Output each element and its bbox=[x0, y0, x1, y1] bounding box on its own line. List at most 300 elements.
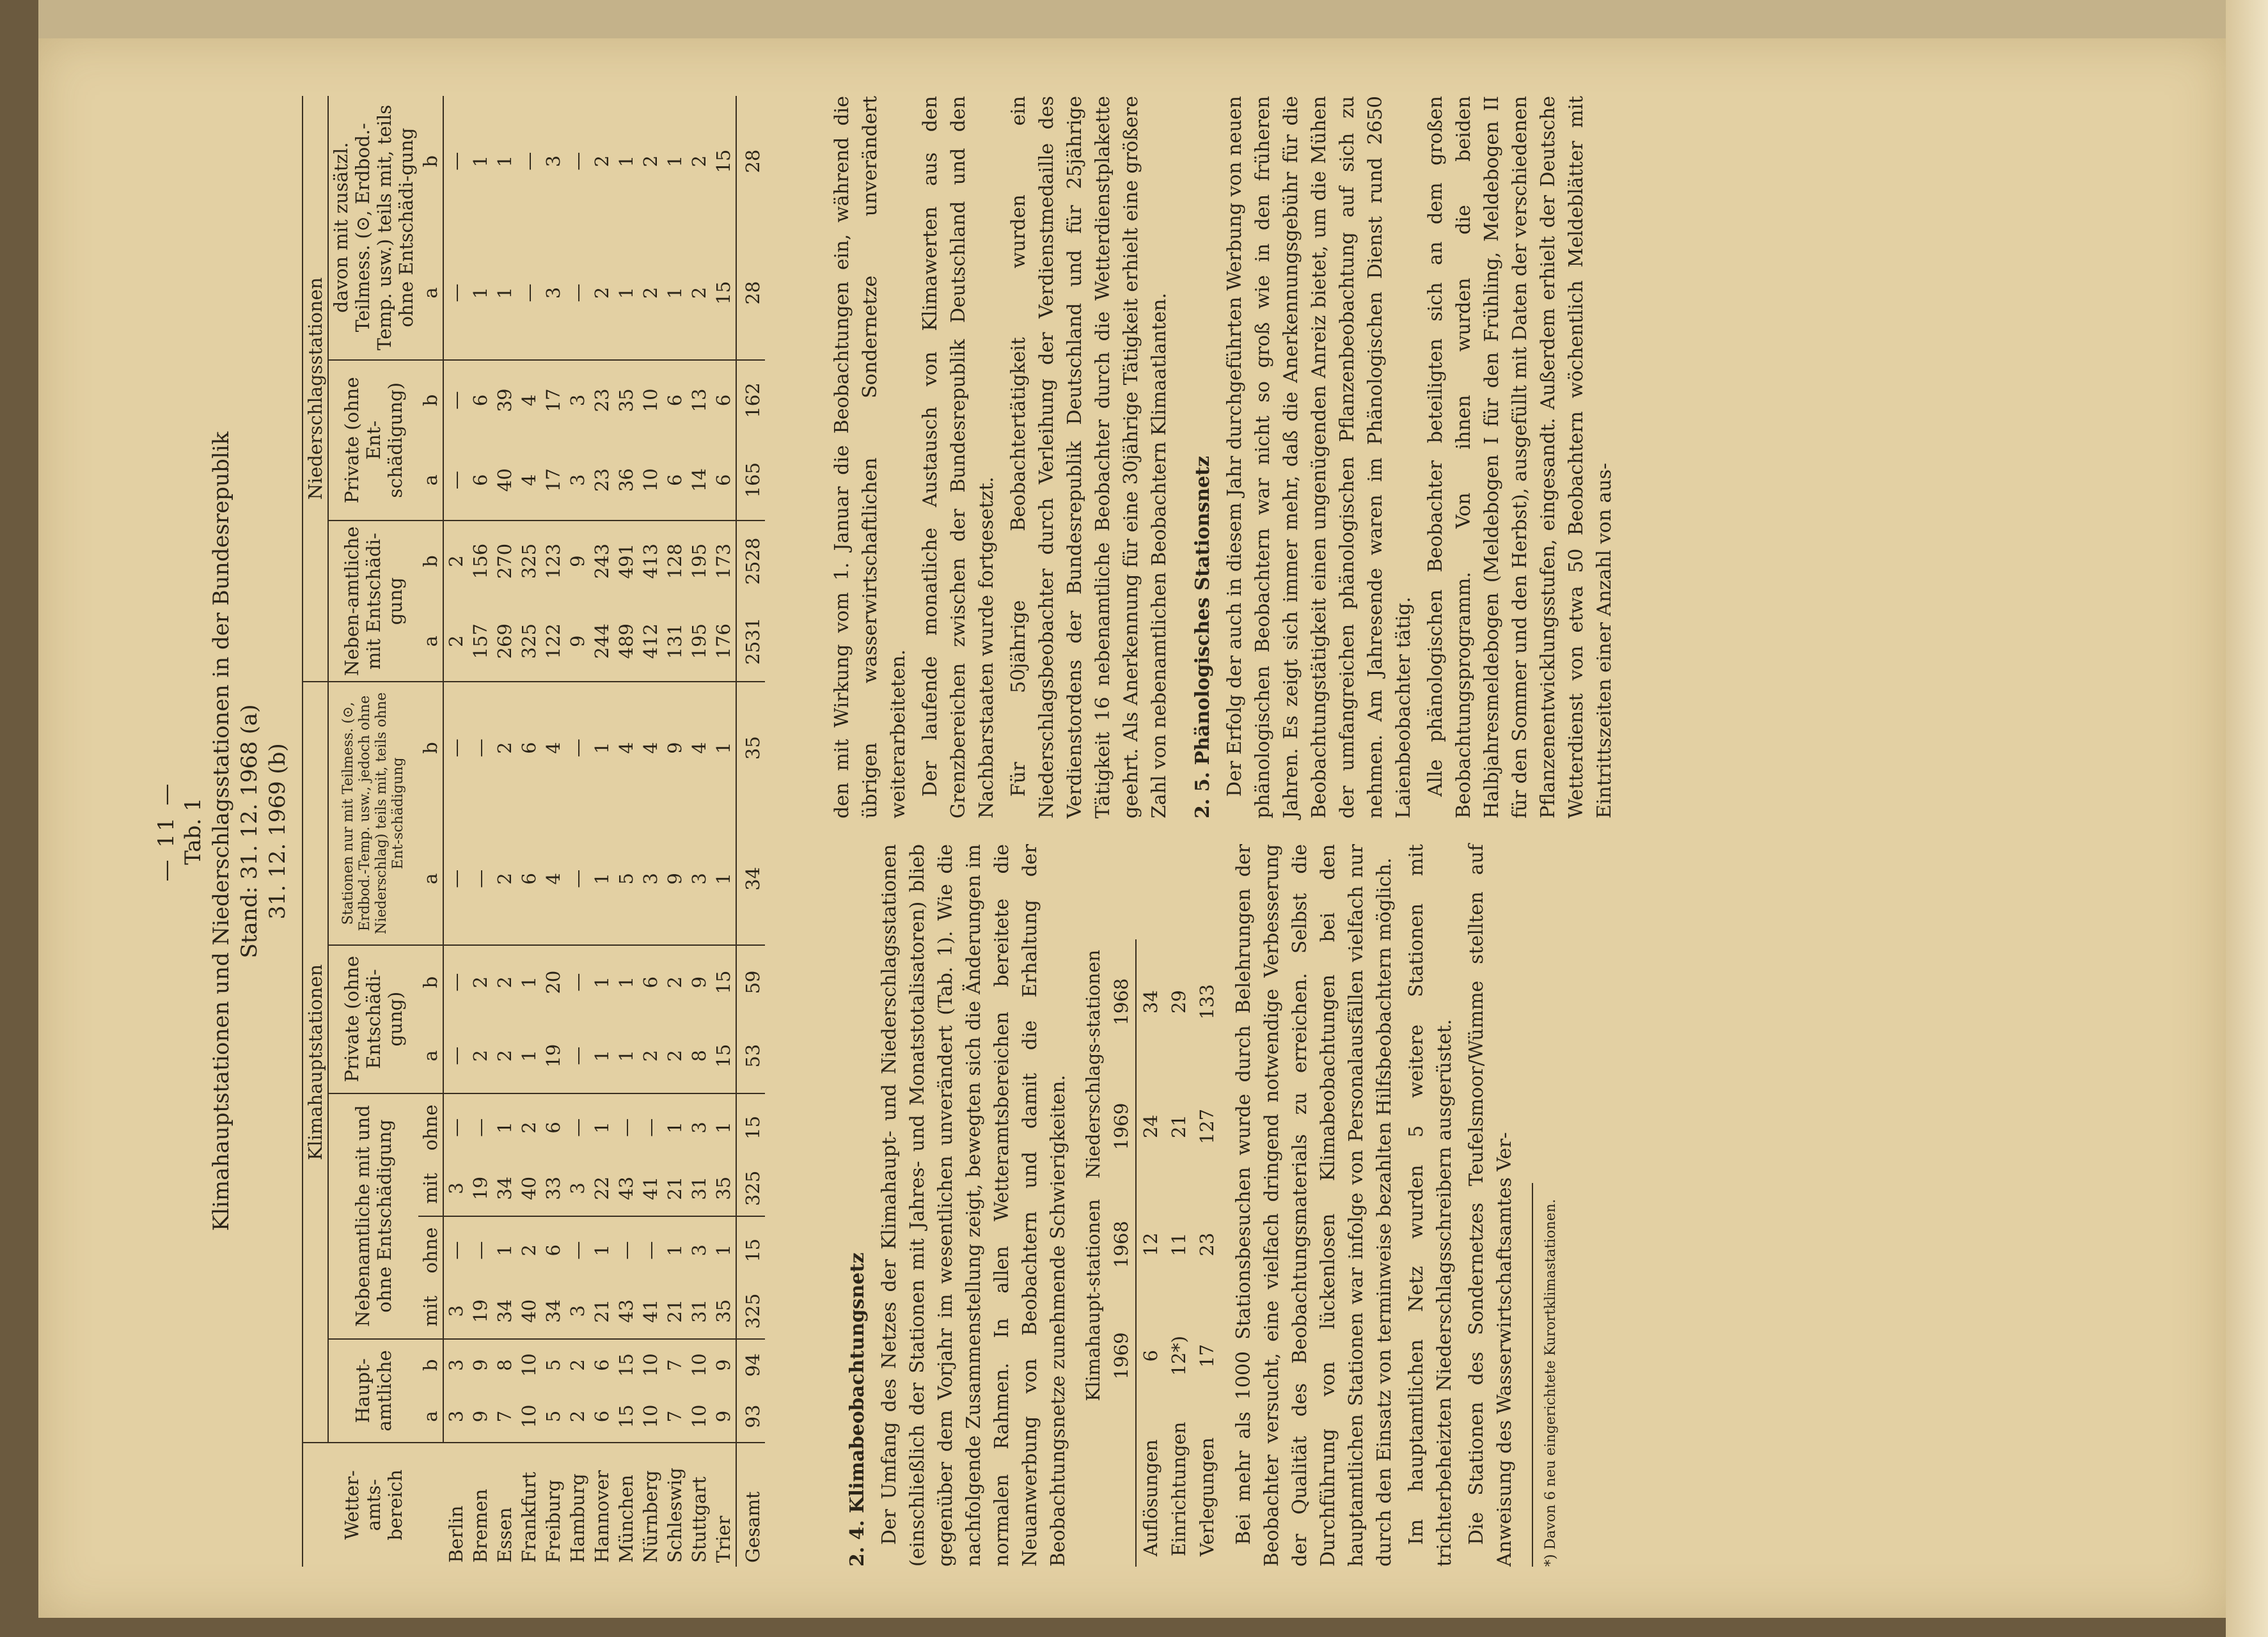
table-cell: 1 bbox=[518, 976, 540, 989]
table-cell: 3 bbox=[638, 813, 663, 945]
table-cell: 19 bbox=[468, 1161, 492, 1216]
sub-b: b bbox=[418, 521, 443, 601]
header-nprivate: Private (ohne Ent-schädigung) bbox=[328, 360, 418, 521]
table-cell: — bbox=[443, 813, 468, 945]
sub-b-mit: mit bbox=[418, 1161, 443, 1216]
table-cell: 1 bbox=[492, 226, 517, 359]
table-cell: 156 bbox=[469, 543, 491, 579]
table-cell: 6 bbox=[713, 394, 734, 407]
changes-cell: 11 bbox=[1168, 1232, 1190, 1257]
table-cell: 4 bbox=[640, 742, 661, 754]
row-label: Frankfurt bbox=[518, 1471, 540, 1563]
table-cell: 1 bbox=[494, 155, 516, 168]
table-cell: 1 bbox=[591, 742, 613, 754]
table-cell: 131 bbox=[663, 601, 687, 682]
table-cell: 195 bbox=[687, 601, 711, 682]
table-cell: 1 bbox=[590, 813, 614, 945]
paragraph: Alle phänologischen Beobachter beteiligten sich an dem großen Beobachtungsprogramm. Von ihnen wurden die beiden Halbjahresmeldebogen (Meldebogen I für den Frühling, Meldebogen II für den Sommer und den Herbst), ausgefüllt mit Daten der verschiedenen Pflanzenentwicklungsstufen, eingesandt. Außerdem erhielt der Deutsche Wetterdienst von etwa 50 Beobachtern wöchentlich Meldeblätter mit Eintrittszeiten einer Anzahl von aus- bbox=[1424, 96, 1616, 818]
table-cell: 9 bbox=[711, 1391, 736, 1443]
table-cell: 1 bbox=[664, 155, 686, 168]
table-cell: 1 bbox=[713, 742, 734, 754]
table-cell: 43 bbox=[614, 1284, 638, 1339]
table-caption: Tab. 1 bbox=[180, 797, 206, 865]
table-cell: 9 bbox=[468, 1391, 492, 1443]
year: 1968 bbox=[1110, 978, 1132, 1026]
table-cell: 28 bbox=[736, 226, 765, 359]
table-row bbox=[565, 96, 590, 1567]
table-cell: — bbox=[443, 440, 468, 521]
table-cell: 10 bbox=[518, 1353, 540, 1377]
paragraph: Die Stationen des Sondernetzes Teufelsmoor/Wümme stellten auf Anweisung des Wasserwirtschaftsamtes Ver- bbox=[1465, 844, 1516, 1567]
sub-a: a bbox=[418, 1019, 443, 1093]
table-cell: 128 bbox=[664, 543, 686, 579]
table-cell: 6 bbox=[590, 1391, 614, 1443]
row-label: Schleswig bbox=[664, 1468, 686, 1563]
table-cell: 5 bbox=[542, 1359, 564, 1371]
changes-cell: 29 bbox=[1168, 990, 1190, 1014]
table-cell: 14 bbox=[687, 440, 711, 521]
table-cell: 2 bbox=[687, 226, 711, 359]
table-cell: — bbox=[443, 1019, 468, 1093]
table-cell: — bbox=[567, 1118, 588, 1137]
table-cell: 3 bbox=[443, 1391, 468, 1443]
table-cell: 244 bbox=[590, 601, 614, 682]
sub-a-mit: mit bbox=[418, 1284, 443, 1339]
table-cell: 40 bbox=[492, 440, 517, 521]
table-cell: 2 bbox=[518, 1122, 540, 1134]
table-cell: 6 bbox=[591, 1359, 613, 1371]
year: 1968 bbox=[1110, 1221, 1132, 1269]
table-cell: 40 bbox=[517, 1161, 541, 1216]
table-cell: 9 bbox=[664, 742, 686, 754]
table-cell: 1 bbox=[614, 226, 638, 359]
table-cell: 59 bbox=[736, 945, 765, 1019]
table-cell: 13 bbox=[688, 388, 710, 412]
table-cell: 36 bbox=[614, 440, 638, 521]
table-cell: 3 bbox=[445, 1359, 467, 1371]
paragraph: Der Erfolg der auch in diesem Jahr durchgeführten Werbung von neuen phänologischen Beobachtern war nicht so groß wie in den früheren Jahren. Es zeigt sich immer mehr, daß die Anerkennungsgebühr für die Beobachtungstätigkeit einen ungenügenden Anreiz bietet, um die Mühen der umfangreichen phänologischen Pflanzenbeobachtung auf sich zu nehmen. Am Jahresende waren im Phänologischen Dienst rund 2650 Laienbeobachter tätig. bbox=[1224, 96, 1415, 818]
table-cell: — bbox=[445, 391, 467, 410]
table-row bbox=[492, 96, 517, 1567]
table-cell: 10 bbox=[638, 1391, 663, 1443]
table-cell: 1 bbox=[517, 1019, 541, 1093]
table-cell: 17 bbox=[541, 440, 565, 521]
table-cell: 4 bbox=[615, 742, 637, 754]
table-cell: — bbox=[517, 226, 541, 359]
table-cell: 3 bbox=[567, 394, 588, 407]
table-cell: 6 bbox=[542, 1244, 564, 1257]
table-cell: 1 bbox=[711, 813, 736, 945]
row-label: Stuttgart bbox=[688, 1476, 710, 1563]
page-number: — 11 — bbox=[154, 781, 179, 882]
row-label: Essen bbox=[494, 1507, 516, 1563]
table-cell: — bbox=[445, 1241, 467, 1260]
table-cell: 43 bbox=[614, 1161, 638, 1216]
table-cell: 7 bbox=[492, 1391, 517, 1443]
paragraph: Für 50jährige Beobachtertätigkeit wurden ein Niederschlagsbeobachter durch Verleihung der Verdienstmedaille des Verdienstordens der Bundesrepublik Deutschland und für 25jährige Tätigkeit 16 nebenamtliche Beobachter durch die Wetterdienstplakette geehrt. Als Anerkennung für eine 30jährige Tätigkeit erhielt eine größere Zahl von nebenamtlichen Beobachtern Klimaatlanten. bbox=[1007, 96, 1170, 818]
table-cell: 94 bbox=[736, 1339, 765, 1391]
table-cell: 3 bbox=[542, 155, 564, 168]
table-cell: — bbox=[445, 152, 467, 171]
sub-a: a bbox=[418, 813, 443, 945]
sub-b: b bbox=[418, 1339, 443, 1391]
table-cell: 2 bbox=[688, 155, 710, 168]
table-cell: — bbox=[567, 152, 588, 171]
table-cell: 325 bbox=[517, 601, 541, 682]
table-cell: 7 bbox=[663, 1391, 687, 1443]
table-cell: 4 bbox=[517, 440, 541, 521]
sub-a: a bbox=[418, 601, 443, 682]
table-cell: 1 bbox=[664, 1122, 686, 1134]
table-cell: 2 bbox=[468, 1019, 492, 1093]
table-cell: — bbox=[565, 226, 590, 359]
table-row bbox=[638, 96, 663, 1567]
table-cell: 8 bbox=[687, 1019, 711, 1093]
table-cell: 15 bbox=[736, 1216, 765, 1284]
table-cell: 15 bbox=[713, 970, 734, 994]
table-cell: 1 bbox=[469, 155, 491, 168]
table-cell: 2 bbox=[640, 155, 661, 168]
table-cell: — bbox=[615, 1241, 637, 1260]
table-cell: 15 bbox=[711, 1019, 736, 1093]
table-cell: 270 bbox=[494, 543, 516, 579]
table-body bbox=[443, 96, 765, 1567]
table-cell: 3 bbox=[443, 1284, 468, 1339]
table-cell: 1 bbox=[590, 1019, 614, 1093]
table-cell: 2 bbox=[492, 1019, 517, 1093]
table-cell: 23 bbox=[591, 388, 613, 412]
table-cell: 6 bbox=[542, 1122, 564, 1134]
table-cell: 10 bbox=[638, 440, 663, 521]
year: 1969 bbox=[1110, 1102, 1132, 1150]
table-cell: 3 bbox=[687, 813, 711, 945]
table-cell: 1 bbox=[664, 1244, 686, 1257]
text-columns bbox=[828, 96, 1623, 1567]
changes-row bbox=[1165, 939, 1193, 1567]
table-cell: 9 bbox=[469, 1359, 491, 1371]
row-label: Bremen bbox=[469, 1489, 491, 1563]
table-cell: 4 bbox=[541, 813, 565, 945]
table-cell: 6 bbox=[517, 813, 541, 945]
table-cell: 412 bbox=[638, 601, 663, 682]
table-cell: 9 bbox=[567, 555, 588, 567]
table-cell: 2 bbox=[443, 601, 468, 682]
sub-a: a bbox=[418, 226, 443, 359]
table-cell: 6 bbox=[663, 440, 687, 521]
table-cell: 2 bbox=[565, 1391, 590, 1443]
table-cell: 15 bbox=[736, 1093, 765, 1161]
table-cell: 19 bbox=[468, 1284, 492, 1339]
table-cell: 33 bbox=[541, 1161, 565, 1216]
paragraph: Im hauptamtlichen Netz wurden 5 weitere Stationen mit trichterbeheizten Niederschlagsschreibern ausgerüstet. bbox=[1405, 844, 1456, 1567]
paragraph: den mit Wirkung vom 1. Januar die Beobachtungen ein, während die übrigen wasserwirtschaftlichen Sondernetze unverändert weiterarbeiteten. bbox=[831, 96, 910, 818]
heading-phaeno: 2. 5. Phänologisches Stationsnetz bbox=[1192, 455, 1214, 818]
table-cell: 15 bbox=[614, 1391, 638, 1443]
table-cell: 1 bbox=[615, 976, 637, 989]
table-cell: 21 bbox=[590, 1284, 614, 1339]
table-cell: 93 bbox=[736, 1391, 765, 1443]
table-cell: 35 bbox=[736, 682, 765, 813]
sub-a-ohne: ohne bbox=[418, 1216, 443, 1284]
changes-cell: 17 bbox=[1196, 1343, 1218, 1368]
table-cell: 21 bbox=[663, 1161, 687, 1216]
table-cell: 325 bbox=[736, 1161, 765, 1216]
table-cell: 9 bbox=[688, 976, 710, 989]
table-cell: — bbox=[469, 1118, 491, 1137]
table-cell: 6 bbox=[664, 394, 686, 407]
row-label: Hannover bbox=[591, 1470, 613, 1563]
table-cell: 1 bbox=[591, 1244, 613, 1257]
table-cell: 6 bbox=[711, 440, 736, 521]
table-cell: — bbox=[445, 973, 467, 992]
right-column bbox=[828, 96, 1623, 818]
table-cell: — bbox=[469, 1241, 491, 1260]
table-cell: 15 bbox=[711, 226, 736, 359]
table-cell: 40 bbox=[517, 1284, 541, 1339]
header-teilmess: Stationen nur mit Teilmess. (⊙, Erdbod.-Temp. usw., jedoch ohne Niederschlag) teils mit, teils ohne Ent-schädigung bbox=[328, 682, 418, 944]
table-cell: 15 bbox=[615, 1353, 637, 1377]
changes-cell: 12 bbox=[1140, 1232, 1162, 1257]
table-cell: — bbox=[567, 1241, 588, 1260]
table-title: Klimahauptstationen und Niederschlagsstationen in der Bundesrepublik bbox=[209, 431, 234, 1232]
table-cell: 21 bbox=[663, 1284, 687, 1339]
table-cell: 41 bbox=[638, 1284, 663, 1339]
table-cell: 4 bbox=[542, 742, 564, 754]
table-cell: 157 bbox=[468, 601, 492, 682]
changes-body bbox=[1136, 939, 1221, 1567]
table-cell: 2528 bbox=[736, 521, 765, 601]
table-cell: 7 bbox=[664, 1359, 686, 1371]
small-header-klima: Klimahaupt-stationen bbox=[1082, 1199, 1104, 1402]
table-cell: — bbox=[469, 739, 491, 758]
table-cell: 2 bbox=[638, 226, 663, 359]
table-cell: 5 bbox=[614, 813, 638, 945]
table-cell: 39 bbox=[494, 388, 516, 412]
table-cell: 31 bbox=[687, 1284, 711, 1339]
table-cell: 4 bbox=[518, 394, 540, 407]
rotated-content bbox=[154, 96, 2040, 1567]
changes-cell: 34 bbox=[1140, 990, 1162, 1014]
table-cell: 269 bbox=[492, 601, 517, 682]
table-cell: 6 bbox=[469, 394, 491, 407]
table-cell: 325 bbox=[518, 543, 540, 579]
table-row bbox=[711, 96, 736, 1567]
table-cell: — bbox=[640, 1118, 661, 1137]
table-cell: 9 bbox=[713, 1359, 734, 1371]
table-row bbox=[443, 96, 468, 1567]
table-cell: 3 bbox=[565, 1284, 590, 1339]
table-cell: 2531 bbox=[736, 601, 765, 682]
row-label: München bbox=[615, 1475, 637, 1563]
header-nneben: Neben-amtliche mit Entschädi-gung bbox=[328, 521, 418, 682]
table-cell: 489 bbox=[614, 601, 638, 682]
table-cell: 2 bbox=[494, 976, 516, 989]
table-cell: — bbox=[567, 973, 588, 992]
changes-cell: 23 bbox=[1196, 1232, 1218, 1257]
table-cell: 1 bbox=[615, 155, 637, 168]
table-cell: 2 bbox=[494, 742, 516, 754]
table-cell: 1 bbox=[468, 226, 492, 359]
total-row bbox=[736, 96, 765, 1567]
table-cell: 20 bbox=[542, 970, 564, 994]
table-cell: 173 bbox=[713, 543, 734, 579]
table-cell: 10 bbox=[640, 1353, 661, 1377]
table-cell: — bbox=[443, 226, 468, 359]
changes-cell: 127 bbox=[1196, 1108, 1218, 1145]
heading-klimanetz: 2. 4. Klimabeobachtungsnetz bbox=[846, 1252, 869, 1567]
table-cell: 34 bbox=[736, 813, 765, 945]
table-cell: 28 bbox=[736, 96, 765, 226]
table-cell: 1 bbox=[494, 1122, 516, 1134]
header-klima: Klimahauptstationen bbox=[303, 682, 328, 1443]
table-cell: 34 bbox=[541, 1284, 565, 1339]
table-row bbox=[687, 96, 711, 1567]
table-row bbox=[468, 96, 492, 1567]
table-cell: 2 bbox=[590, 226, 614, 359]
table-cell: 35 bbox=[711, 1284, 736, 1339]
table-cell: 3 bbox=[541, 226, 565, 359]
changes-cell: 12*) bbox=[1168, 1335, 1190, 1376]
left-column bbox=[828, 844, 1623, 1567]
header-bereich: Wetter-amts-bereich bbox=[303, 1443, 443, 1567]
row-label: Hamburg bbox=[567, 1473, 588, 1563]
table-cell: — bbox=[468, 813, 492, 945]
table-cell: 413 bbox=[640, 543, 661, 579]
changes-row bbox=[1193, 939, 1221, 1567]
table-cell: 3 bbox=[565, 440, 590, 521]
table-cell: 122 bbox=[541, 601, 565, 682]
table-cell: 1 bbox=[591, 1122, 613, 1134]
sub-a: a bbox=[418, 1391, 443, 1443]
table-cell: 2 bbox=[591, 155, 613, 168]
footnote: *) Davon 6 neu eingerichtete Kurortklimastationen. bbox=[1532, 1183, 1565, 1567]
table-cell: 6 bbox=[468, 440, 492, 521]
table-cell: 10 bbox=[517, 1391, 541, 1443]
sub-b: b bbox=[418, 360, 443, 441]
table-cell: 10 bbox=[640, 388, 661, 412]
table-cell: — bbox=[518, 152, 540, 171]
table-cell: 2 bbox=[445, 555, 467, 567]
table-cell: — bbox=[615, 1118, 637, 1137]
table-cell: 1 bbox=[494, 1244, 516, 1257]
paragraph: Der laufende monatliche Austausch von Klimawerten aus den Grenzbereichen zwischen der Bundesrepublik Deutschland und den Nachbarstaaten wurde fortgesetzt. bbox=[919, 96, 998, 818]
changes-table bbox=[1079, 939, 1221, 1567]
table-cell: 9 bbox=[565, 601, 590, 682]
table-cell: — bbox=[640, 1241, 661, 1260]
changes-label: Verlegungen bbox=[1196, 1437, 1218, 1556]
table-cell: 5 bbox=[541, 1391, 565, 1443]
table-cell: 1 bbox=[591, 976, 613, 989]
table-cell: — bbox=[565, 813, 590, 945]
table-stand-2: 31. 12. 1969 (b) bbox=[265, 743, 290, 920]
table-cell: 10 bbox=[687, 1391, 711, 1443]
table-cell: 2 bbox=[492, 813, 517, 945]
sub-b-ohne: ohne bbox=[418, 1093, 443, 1161]
table-cell: 165 bbox=[736, 440, 765, 521]
table-cell: — bbox=[445, 739, 467, 758]
table-cell: 53 bbox=[736, 1019, 765, 1093]
table-cell: 1 bbox=[614, 1019, 638, 1093]
table-cell: 491 bbox=[615, 543, 637, 579]
table-cell: 35 bbox=[615, 388, 637, 412]
table-cell: 243 bbox=[591, 543, 613, 579]
table-cell: 1 bbox=[713, 1122, 734, 1134]
table-cell: 2 bbox=[664, 976, 686, 989]
table-cell: 3 bbox=[688, 1244, 710, 1257]
table-cell: 31 bbox=[687, 1161, 711, 1216]
changes-cell: 24 bbox=[1140, 1115, 1162, 1139]
table-row bbox=[541, 96, 565, 1567]
header-private: Private (ohne Entschädi-gung) bbox=[328, 945, 418, 1093]
table-cell: — bbox=[445, 1118, 467, 1137]
row-label: Freiburg bbox=[542, 1479, 564, 1563]
table-cell: — bbox=[565, 1019, 590, 1093]
paragraph: Bei mehr als 1000 Stationsbesuchen wurde durch Belehrungen der Beobachter versucht, eine vielfach dringend notwendige Verbesserung der Qualität des Beobachtungsmaterials zu erreichen. Selbst die Durchführung von lückenlosen Klimabeobachtungen bei den hauptamtlichen Stationen war infolge von Personalausfällen vielfach nur durch den Einsatz von terminweise bezahlten Hilfsbeobachtern möglich. bbox=[1232, 844, 1396, 1567]
changes-label: Auflösungen bbox=[1140, 1439, 1162, 1556]
table-cell: 2 bbox=[469, 976, 491, 989]
table-cell: 162 bbox=[736, 360, 765, 441]
table-row bbox=[614, 96, 638, 1567]
table-cell: 176 bbox=[711, 601, 736, 682]
table-cell: 34 bbox=[492, 1161, 517, 1216]
changes-row bbox=[1136, 939, 1165, 1567]
table-cell: 1 bbox=[713, 1244, 734, 1257]
table-cell: 195 bbox=[688, 543, 710, 579]
table-cell: 3 bbox=[565, 1161, 590, 1216]
year: 1969 bbox=[1110, 1332, 1132, 1380]
table-cell: 6 bbox=[640, 976, 661, 989]
row-label: Trier bbox=[713, 1516, 734, 1563]
table-row bbox=[590, 96, 614, 1567]
table-cell: 123 bbox=[542, 543, 564, 579]
header-haupt: Haupt-amtliche bbox=[328, 1339, 418, 1443]
table-cell: 2 bbox=[663, 1019, 687, 1093]
table-row bbox=[663, 96, 687, 1567]
table-cell: 2 bbox=[638, 1019, 663, 1093]
table-cell: 2 bbox=[567, 1359, 588, 1371]
table-cell: 2 bbox=[518, 1244, 540, 1257]
scan-top-band bbox=[38, 0, 2268, 38]
sub-b: b bbox=[418, 682, 443, 813]
table-cell: 17 bbox=[542, 388, 564, 412]
table-cell: 10 bbox=[688, 1353, 710, 1377]
table-row bbox=[517, 96, 541, 1567]
table-cell: 35 bbox=[711, 1161, 736, 1216]
header-nieder: Niederschlagsstationen bbox=[303, 96, 328, 682]
table-cell: 6 bbox=[518, 742, 540, 754]
sub-b: b bbox=[418, 96, 443, 226]
row-label: Gesamt bbox=[736, 1443, 765, 1567]
scan-right-edge bbox=[2226, 0, 2268, 1637]
table-cell: 3 bbox=[688, 1122, 710, 1134]
table-cell: 19 bbox=[541, 1019, 565, 1093]
table-cell: 3 bbox=[443, 1161, 468, 1216]
changes-label: Einrichtungen bbox=[1168, 1422, 1190, 1556]
table-cell: — bbox=[567, 739, 588, 758]
table-cell: 4 bbox=[688, 742, 710, 754]
header-neben: Nebenamtliche mit und ohne Entschädigung bbox=[328, 1093, 418, 1339]
table-cell: 8 bbox=[494, 1359, 516, 1371]
table-cell: 325 bbox=[736, 1284, 765, 1339]
changes-cell: 6 bbox=[1140, 1350, 1162, 1362]
small-header-nieder: Niederschlags-stationen bbox=[1082, 950, 1104, 1179]
paragraph: Der Umfang des Netzes der Klimahaupt- und Niederschlagsstationen (einschließlich der Stationen mit Jahres- und Monatstotalisatoren) blieb gegenüber dem Vorjahr im wesentlichen unverändert (Tab. 1). Wie die nachfolgende Zusammenstellung zeigt, bewegten sich die Änderungen im normalen Rahmen. In allen Wetteramtsbereichen bereitete die Neuanwerbung von Beobachtern und damit die Erhaltung der Beobachtungsnetze zunehmende Schwierigkeiten. bbox=[878, 844, 1069, 1567]
table-cell: 9 bbox=[663, 813, 687, 945]
table-cell: 41 bbox=[638, 1161, 663, 1216]
stations-table bbox=[302, 96, 765, 1567]
table-cell: 22 bbox=[590, 1161, 614, 1216]
table-cell: 15 bbox=[713, 149, 734, 173]
